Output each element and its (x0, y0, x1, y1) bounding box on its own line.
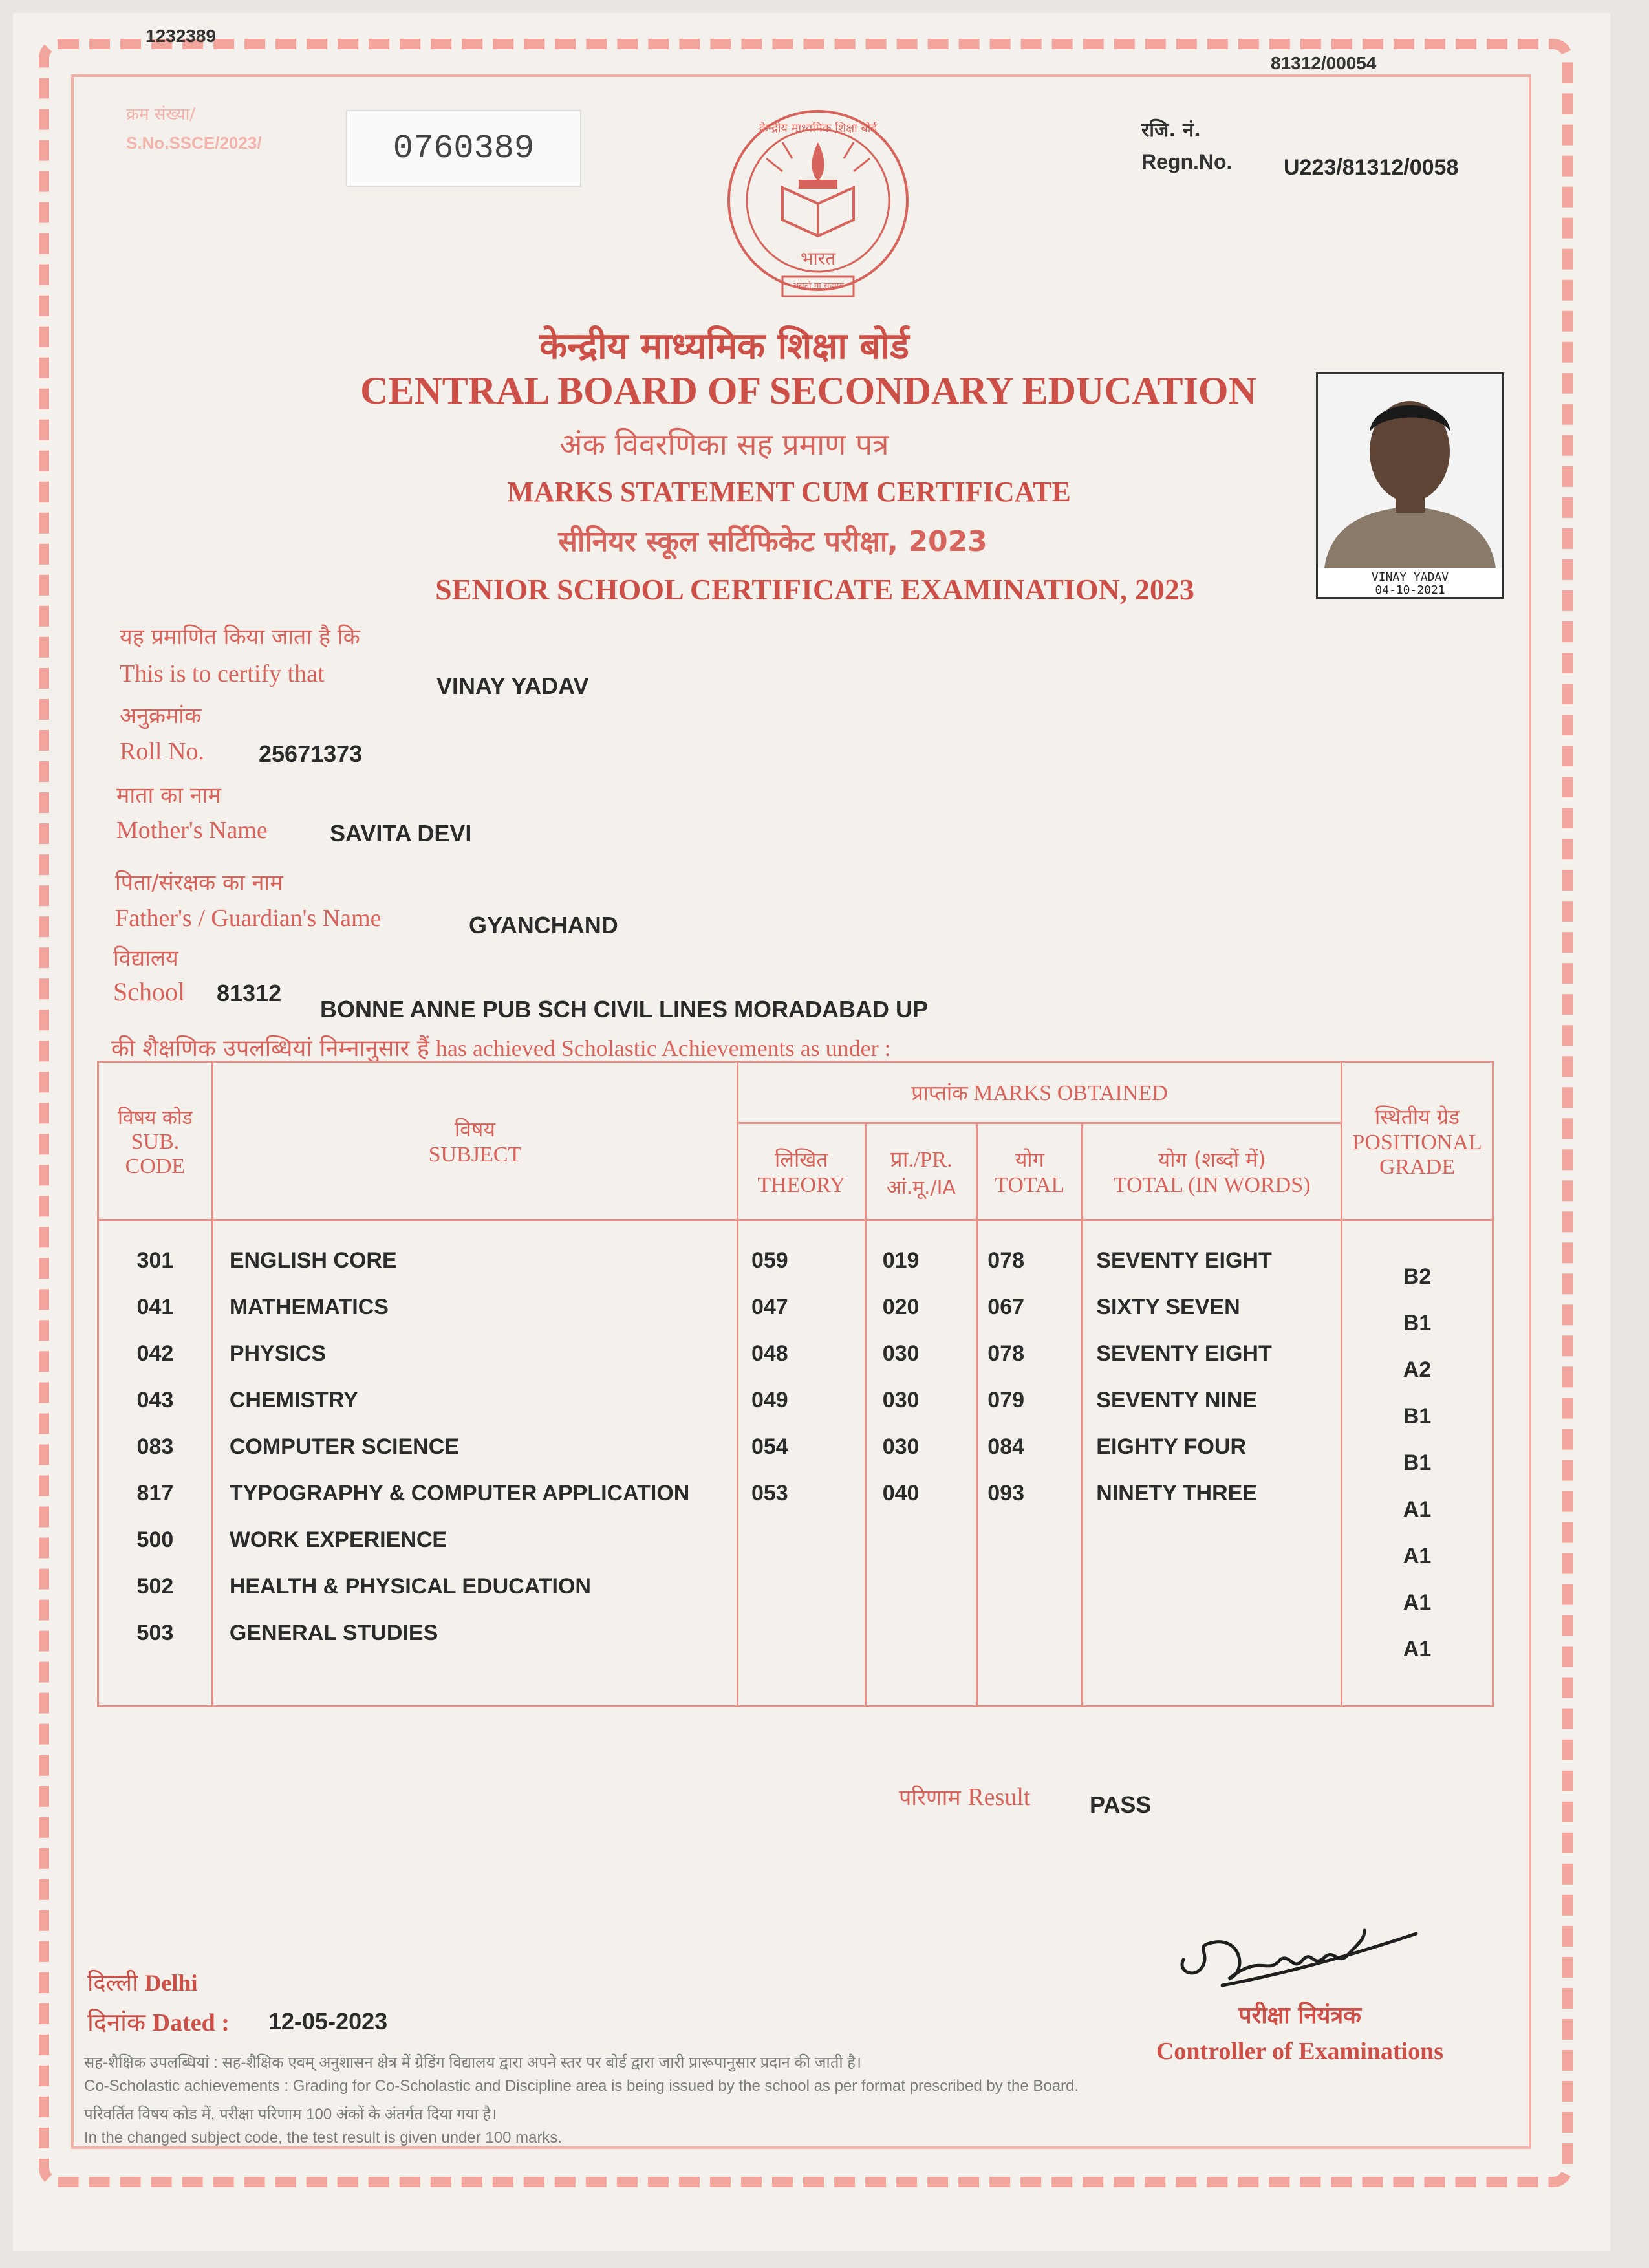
cell-code: 042 (136, 1341, 174, 1366)
cell-code: 041 (136, 1295, 174, 1319)
column-subject (212, 1220, 737, 1707)
emblem-text-top: केन्द्रीय माध्यमिक शिक्षा बोर्ड (759, 122, 878, 135)
h-total-en: TOTAL (995, 1173, 1065, 1197)
student-name: VINAY YADAV (436, 673, 589, 699)
cell-grade: A2 (1403, 1357, 1432, 1382)
doc-title-hi: अंक विवरणिका सह प्रमाण पत्र (559, 427, 889, 462)
h-code-hi: विषय कोड (118, 1106, 193, 1129)
column-total (977, 1220, 1083, 1707)
cell-pr: 040 (882, 1481, 920, 1506)
achieved-hi: की शैक्षणिक उपलब्धियां निम्नानुसार हैं (111, 1035, 429, 1062)
cell-words: SIXTY SEVEN (1096, 1295, 1240, 1319)
doc-title-en: MARKS STATEMENT CUM CERTIFICATE (507, 476, 1071, 508)
regn-label-hi: रजि. नं. (1141, 119, 1202, 142)
issue-date: 12-05-2023 (268, 2008, 388, 2035)
h-pr-en: आं.मू./IA (886, 1176, 956, 1199)
cell-total: 093 (987, 1481, 1025, 1506)
cell-pr: 030 (882, 1388, 920, 1412)
school-en: School (113, 977, 186, 1006)
h-subject-en: SUBJECT (428, 1142, 522, 1167)
cell-grade: A1 (1403, 1544, 1432, 1568)
marks-table (97, 1061, 1494, 1707)
result-hi: परिणाम (899, 1785, 961, 1811)
cell-words: SEVENTY EIGHT (1096, 1341, 1272, 1366)
cell-pr: 019 (882, 1248, 920, 1273)
roll-number: 25671373 (259, 740, 363, 767)
school-code: 81312 (217, 980, 282, 1006)
cell-code: 503 (136, 1621, 174, 1645)
cell-total: 078 (987, 1341, 1025, 1366)
photo-caption-name: VINAY YADAV (1371, 570, 1449, 584)
h-grade-hi: स्थितीय ग्रेड (1375, 1104, 1460, 1129)
cell-pr: 030 (882, 1341, 920, 1366)
cell-words: NINETY THREE (1096, 1481, 1258, 1506)
certify-hi: यह प्रमाणित किया जाता है कि (120, 624, 360, 650)
cell-code: 301 (136, 1248, 174, 1273)
cell-code: 817 (136, 1481, 174, 1506)
mother-name: SAVITA DEVI (330, 820, 472, 847)
serial-label-hi: क्रम संख्या/ (126, 105, 196, 124)
student-photo-icon (1318, 374, 1502, 568)
board-name-hi: केन्द्रीय माध्यमिक शिक्षा बोर्ड (539, 325, 909, 367)
photo-caption-date: 04-10-2021 (1375, 583, 1445, 597)
column-pr (865, 1220, 977, 1707)
h-grade-en1: POSITIONAL (1352, 1130, 1482, 1154)
cell-grade: A1 (1403, 1590, 1432, 1615)
cell-subject: WORK EXPERIENCE (229, 1528, 447, 1552)
cell-subject: TYPOGRAPHY & COMPUTER APPLICATION (229, 1481, 690, 1506)
top-right-number: 81312/00054 (1271, 53, 1377, 73)
h-subject-hi: विषय (454, 1116, 495, 1141)
cell-subject: HEALTH & PHYSICAL EDUCATION (229, 1574, 591, 1599)
result-line (899, 1782, 1030, 1811)
mother-hi: माता का नाम (116, 783, 221, 808)
result-value: PASS (1090, 1791, 1152, 1818)
header-marks-obtained (737, 1062, 1341, 1123)
emblem-motto: असतो मा सद्गमय (792, 281, 844, 291)
serial-label (126, 100, 262, 157)
roll-hi: अनुक्रमांक (120, 703, 202, 729)
header-sub-code (98, 1062, 213, 1220)
cell-grade: A1 (1403, 1637, 1432, 1661)
note-changed-code-hi: परिवर्तित विषय कोड में, परीक्षा परिणाम 100 अंकों के अंतर्गत दिया गया है। (84, 2106, 497, 2123)
h-theory-hi: लिखित (774, 1147, 828, 1172)
note-co-scholastic-hi: सह-शैक्षिक उपलब्धियां : सह-शैक्षिक एवम् अनुशासन क्षेत्र में ग्रेडिंग विद्यालय द्वारा अपने स्तर पर बोर्ड द्वारा जारी प्रारूपानुसार प्रदान की जाती है। (84, 2054, 862, 2071)
dated-hi: दिनांक (87, 2008, 146, 2036)
cbse-emblem-icon (721, 103, 915, 304)
school-hi: विद्यालय (113, 945, 178, 971)
certify-en: This is to certify that (120, 660, 325, 687)
exam-en: SENIOR SCHOOL CERTIFICATE EXAMINATION, 2023 (435, 573, 1194, 606)
cell-total: 079 (987, 1388, 1025, 1412)
board-name-en: CENTRAL BOARD OF SECONDARY EDUCATION (360, 369, 1256, 412)
cell-total: 078 (987, 1248, 1025, 1273)
h-words-hi: योग (शब्दों में) (1158, 1147, 1266, 1172)
father-hi: पिता/संरक्षक का नाम (115, 870, 283, 896)
column-grade (1342, 1220, 1493, 1707)
cell-subject: COMPUTER SCIENCE (229, 1434, 459, 1459)
cell-words: SEVENTY NINE (1096, 1388, 1258, 1412)
header-theory (737, 1123, 865, 1220)
controller-hi: परीक्षा नियंत्रक (1238, 2002, 1361, 2029)
roll-en: Roll No. (120, 738, 204, 765)
regn-number: U223/81312/0058 (1284, 155, 1459, 180)
place-en: Delhi (144, 1970, 198, 1996)
h-marks-hi: प्राप्तांक (911, 1080, 968, 1105)
cell-subject: ENGLISH CORE (229, 1248, 397, 1273)
student-photo (1316, 372, 1504, 599)
cell-subject: GENERAL STUDIES (229, 1621, 438, 1645)
result-en: Result (967, 1784, 1031, 1811)
h-words-en: TOTAL (IN WORDS) (1113, 1173, 1311, 1197)
cell-theory: 049 (751, 1388, 788, 1412)
mother-en: Mother's Name (116, 817, 268, 844)
controller-en: Controller of Examinations (1156, 2038, 1444, 2065)
cell-pr: 030 (882, 1434, 920, 1459)
school-name: BONNE ANNE PUB SCH CIVIL LINES MORADABAD UP (320, 996, 929, 1022)
h-total-hi: योग (1015, 1147, 1044, 1172)
cell-theory: 059 (751, 1248, 788, 1273)
regn-label-en: Regn.No. (1141, 150, 1233, 173)
cell-code: 502 (136, 1574, 174, 1599)
h-marks-en: MARKS OBTAINED (973, 1081, 1168, 1105)
h-grade-en2: GRADE (1379, 1154, 1456, 1179)
cell-grade: A1 (1403, 1497, 1432, 1522)
cell-grade: B1 (1403, 1404, 1432, 1429)
controller-signature (1170, 1914, 1429, 2005)
dated-line (87, 2005, 230, 2038)
note-changed-code-en: In the changed subject code, the test result is given under 100 marks. (84, 2129, 563, 2146)
cell-theory: 054 (751, 1434, 788, 1459)
exam-hi: सीनियर स्कूल सर्टिफिकेट परीक्षा, 2023 (558, 525, 987, 558)
place-hi: दिल्ली (87, 1970, 138, 1996)
cell-pr: 020 (882, 1295, 920, 1319)
serial-label-en: S.No.SSCE/2023/ (126, 133, 262, 153)
cell-code: 500 (136, 1528, 174, 1552)
column-words (1083, 1220, 1342, 1707)
note-co-scholastic-en: Co-Scholastic achievements : Grading for Co-Scholastic and Discipline area is being issued by the school as per format prescribed by the Board. (84, 2077, 1079, 2095)
serial-number: 0760389 (346, 110, 581, 187)
header-total-words (1083, 1123, 1342, 1220)
cell-code: 043 (136, 1388, 174, 1412)
cell-subject: CHEMISTRY (229, 1388, 358, 1412)
cell-words: SEVENTY EIGHT (1096, 1248, 1272, 1273)
achieved-line (111, 1031, 891, 1063)
cell-subject: PHYSICS (229, 1341, 327, 1366)
column-theory (737, 1220, 865, 1707)
achieved-en: has achieved Scholastic Achievements as under : (435, 1035, 891, 1061)
father-name: GYANCHAND (469, 912, 618, 938)
top-left-number: 1232389 (146, 26, 217, 46)
h-pr-hi: प्रा./PR. (890, 1148, 953, 1172)
cell-theory: 048 (751, 1341, 788, 1366)
column-code (98, 1220, 213, 1707)
header-subject (212, 1062, 737, 1220)
header-pr-ia (865, 1123, 977, 1220)
cell-total: 067 (987, 1295, 1025, 1319)
cell-theory: 047 (751, 1295, 788, 1319)
h-code-en1: SUB. (131, 1129, 180, 1154)
h-theory-en: THEORY (757, 1173, 846, 1197)
cell-grade: B1 (1403, 1451, 1432, 1475)
header-total (977, 1123, 1083, 1220)
place-line (87, 1966, 197, 1998)
cell-total: 084 (987, 1434, 1025, 1459)
header-grade (1342, 1062, 1493, 1220)
dated-en: Dated : (152, 2009, 230, 2036)
regn-label (1141, 115, 1232, 177)
cell-theory: 053 (751, 1481, 788, 1506)
h-code-en2: CODE (125, 1154, 186, 1178)
emblem-text-bottom: भारत (800, 248, 836, 269)
cell-grade: B1 (1403, 1311, 1432, 1335)
cell-code: 083 (136, 1434, 174, 1459)
cell-grade: B2 (1403, 1264, 1432, 1289)
father-en: Father's / Guardian's Name (115, 905, 382, 932)
cell-words: EIGHTY FOUR (1096, 1434, 1247, 1459)
cell-subject: MATHEMATICS (229, 1295, 389, 1319)
